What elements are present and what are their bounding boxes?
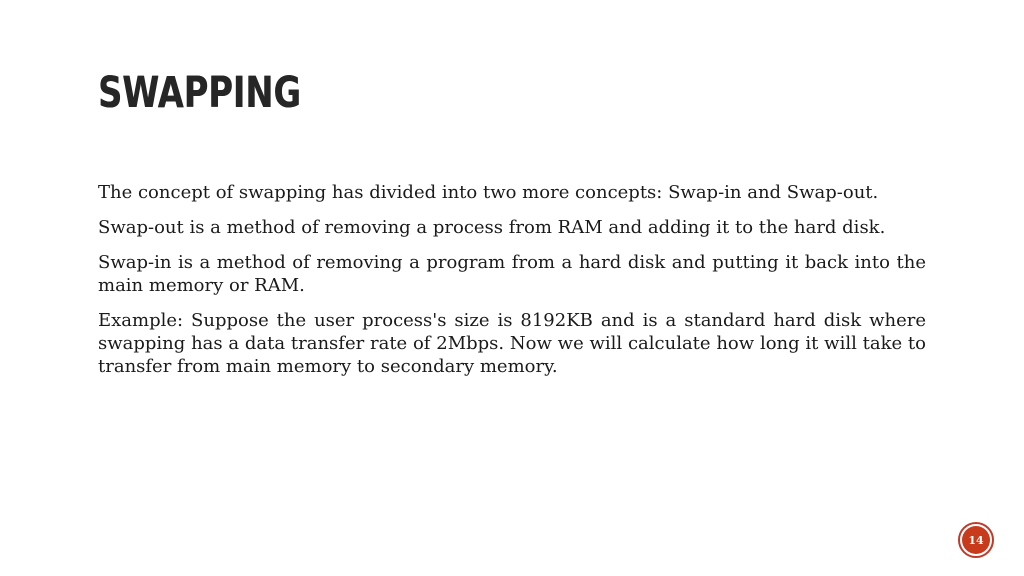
slide-title: SWAPPING [98, 68, 301, 118]
page-number-badge [958, 522, 994, 558]
paragraph-swap-in: Swap-in is a method of removing a program from a hard disk and putting it back into the main memory or RAM. [98, 252, 926, 296]
paragraph-swap-out: Swap-out is a method of removing a process from RAM and adding it to the hard disk. [98, 217, 886, 238]
page-number-circle [962, 526, 990, 554]
page-number: 14 [968, 533, 984, 547]
paragraph-swap-concepts: The concept of swapping has divided into two more concepts: Swap-in and Swap-out. [98, 182, 879, 203]
paragraph-example: Example: Suppose the user process's size is 8192KB and is a standard hard disk where swapping has a data transfer rate of 2Mbps. Now we will calculate how long it will take to transfer from main memory to secondary memory. [98, 310, 926, 377]
slide-body [98, 181, 926, 390]
